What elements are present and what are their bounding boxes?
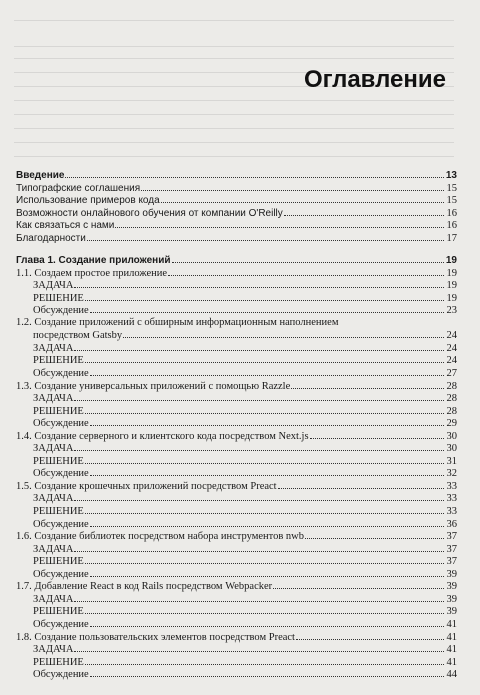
toc-entry	[16, 518, 457, 530]
toc-entry	[16, 442, 457, 454]
dot-leader	[90, 518, 444, 527]
toc-entry	[16, 405, 457, 417]
dot-leader	[85, 354, 444, 363]
toc-page-number: 15	[446, 195, 457, 206]
toc-entry	[16, 342, 457, 354]
dot-leader	[65, 169, 444, 178]
toc-entry	[16, 505, 457, 517]
toc-page-number: 15	[446, 182, 457, 194]
toc-entry-label: ЗАДАЧА	[33, 644, 74, 656]
toc-entry-label: Типографские соглашения	[16, 182, 141, 194]
dot-leader	[74, 342, 444, 351]
toc-entry	[16, 430, 457, 442]
toc-entry-label: Использование примеров кода	[16, 195, 160, 206]
toc-page-number: 16	[446, 207, 457, 219]
toc-page-number: 24	[446, 355, 457, 367]
toc-page-number: 33	[446, 493, 457, 505]
toc-page-number: 37	[446, 543, 457, 555]
toc-page-number: 24	[446, 342, 457, 354]
dot-leader	[161, 194, 444, 203]
toc-entry	[16, 329, 457, 341]
toc-entry	[16, 467, 457, 479]
toc-entry-label: Обсуждение	[33, 418, 89, 430]
toc-page-number: 28	[446, 380, 457, 392]
toc-entry	[16, 207, 457, 219]
toc-entry-label: 1.6. Создание библиотек посредством набора инструментов nwb	[16, 531, 304, 543]
toc-entry-label: ЗАДАЧА	[33, 493, 74, 505]
dot-leader	[278, 480, 444, 489]
toc-entry-label: Обсуждение	[33, 518, 89, 530]
toc-entry-label: 1.8. Создание пользовательских элементов посредством Preact	[16, 631, 295, 643]
toc-page-number: 39	[446, 568, 457, 580]
toc-page-number: 37	[446, 556, 457, 568]
toc-page-number: 41	[446, 631, 457, 643]
toc-page-number: 30	[446, 430, 457, 442]
toc-entry	[16, 530, 457, 542]
toc-entry-label: Обсуждение	[33, 669, 89, 681]
toc-page-number: 23	[446, 305, 457, 317]
toc-entry-label: РЕШЕНИЕ	[33, 355, 84, 367]
toc-entry-label: 1.5. Создание крошечных приложений посредством Preact	[16, 480, 277, 492]
toc-entry	[16, 367, 457, 379]
toc-entry	[16, 593, 457, 605]
toc-page-number: 19	[445, 255, 457, 266]
toc-entry	[16, 354, 457, 366]
toc-entry	[16, 169, 457, 181]
dot-leader	[90, 367, 444, 376]
dot-leader	[85, 555, 444, 564]
toc-entry	[16, 267, 457, 279]
toc-entry-label: Глава 1. Создание приложений	[16, 255, 171, 266]
toc-entry-label: 1.1. Создаем простое приложение	[16, 267, 168, 279]
toc-entry-label: Обсуждение	[33, 618, 89, 630]
dot-leader	[74, 492, 444, 501]
toc-page-number: 36	[446, 518, 457, 530]
dot-leader	[85, 405, 444, 414]
toc-entry	[16, 232, 457, 244]
dot-leader	[85, 455, 444, 464]
dot-leader	[291, 380, 444, 389]
toc-entry	[16, 380, 457, 392]
toc-entry-label: 1.3. Создание универсальных приложений с помощью Razzle	[16, 380, 291, 392]
toc-page-number: 39	[446, 593, 457, 605]
toc-page-number: 39	[446, 606, 457, 618]
dot-leader	[296, 631, 444, 640]
toc-page-number: 19	[446, 292, 457, 304]
dot-leader	[74, 643, 444, 652]
dot-leader	[74, 442, 444, 451]
toc-entry	[16, 417, 457, 429]
toc-entry	[16, 656, 457, 668]
toc-page-number: 33	[446, 506, 457, 517]
dot-leader	[90, 668, 444, 677]
dot-leader	[284, 207, 444, 216]
toc-page-number: 29	[446, 418, 457, 430]
dot-leader	[85, 292, 444, 301]
toc-entry-label: РЕШЕНИЕ	[33, 606, 84, 618]
toc-page-number: 33	[446, 480, 457, 492]
toc-page-number: 13	[445, 170, 457, 181]
toc-page-number: 41	[446, 618, 457, 630]
toc-entry-label: РЕШЕНИЕ	[33, 656, 84, 668]
toc-page-number: 39	[446, 581, 457, 593]
toc-entry-label: РЕШЕНИЕ	[33, 455, 84, 467]
toc-entry	[16, 668, 457, 680]
dot-leader	[123, 329, 444, 338]
toc-entry-label: Благодарности	[16, 232, 86, 244]
toc-entry-label: Введение	[16, 170, 65, 181]
toc-page-number: 28	[446, 405, 457, 417]
toc-entry	[16, 194, 457, 206]
toc-entry	[16, 279, 457, 291]
dot-leader	[115, 219, 444, 228]
toc-entry	[16, 631, 457, 643]
dot-leader	[74, 392, 444, 401]
toc-entry-label: Обсуждение	[33, 367, 89, 379]
toc-page-number: 19	[446, 280, 457, 292]
dot-leader	[85, 656, 444, 665]
dot-leader	[74, 593, 444, 602]
dot-leader	[87, 232, 444, 241]
toc-entry	[16, 304, 457, 316]
toc-entry-label: 1.4. Создание серверного и клиентского кода посредством Next.js	[16, 430, 309, 442]
toc-entry-label: Возможности онлайнового обучения от компании O'Reilly	[16, 207, 283, 219]
toc-entry	[16, 605, 457, 617]
dot-leader	[74, 543, 444, 552]
dot-leader	[90, 467, 444, 476]
toc-entry	[16, 182, 457, 194]
toc-entry-label: ЗАДАЧА	[33, 443, 74, 455]
dot-leader	[85, 505, 444, 514]
toc-entry-label: ЗАДАЧА	[33, 342, 74, 354]
toc-entry-label: ЗАДАЧА	[33, 280, 74, 292]
toc-entry-label: РЕШЕНИЕ	[33, 506, 84, 517]
toc-entry-label: посредством Gatsby	[33, 330, 123, 342]
dot-leader	[172, 254, 444, 263]
toc-entry	[16, 292, 457, 304]
toc-entry	[16, 492, 457, 504]
toc-entry	[16, 480, 457, 492]
toc-entry-label: ЗАДАЧА	[33, 393, 74, 405]
toc-page-number: 41	[446, 644, 457, 656]
toc-page-number: 17	[446, 232, 457, 244]
toc-entry	[16, 254, 457, 266]
toc-page-number: 16	[446, 220, 457, 231]
dot-leader	[273, 580, 444, 589]
toc-entry-label: РЕШЕНИЕ	[33, 405, 84, 417]
toc-entry-label: Обсуждение	[33, 305, 89, 317]
toc-entry	[16, 317, 457, 329]
toc-entry-label: РЕШЕНИЕ	[33, 556, 84, 568]
toc-entry	[16, 580, 457, 592]
toc-entry	[16, 618, 457, 630]
dot-leader	[74, 279, 444, 288]
toc-entry	[16, 455, 457, 467]
dot-leader	[141, 182, 444, 191]
toc-page-number: 41	[446, 656, 457, 668]
toc-entry-label: Как связаться с нами	[16, 220, 115, 231]
toc-page-number: 30	[446, 443, 457, 455]
dot-leader	[85, 605, 444, 614]
toc-entry-label: 1.2. Создание приложений с обширным информационным наполнением	[16, 316, 339, 328]
dot-leader	[168, 267, 444, 276]
dot-leader	[90, 417, 444, 426]
toc-page-number: 19	[446, 267, 457, 279]
toc-page-number: 37	[446, 531, 457, 543]
toc-entry-label: ЗАДАЧА	[33, 543, 74, 555]
dot-leader	[90, 568, 444, 577]
dot-leader	[90, 304, 444, 313]
toc-entry	[16, 219, 457, 231]
dot-leader	[90, 618, 444, 627]
dot-leader	[305, 530, 444, 539]
toc-entry-label: ЗАДАЧА	[33, 593, 74, 605]
toc-entry-label: 1.7. Добавление React в код Rails посредством Webpacker	[16, 581, 273, 593]
page-title: Оглавление	[304, 66, 446, 93]
toc-entry	[16, 555, 457, 567]
toc-page-number: 31	[446, 455, 457, 467]
toc-entry	[16, 643, 457, 655]
toc-page-number: 27	[446, 367, 457, 379]
toc-entry	[16, 568, 457, 580]
toc-page-number: 24	[446, 330, 457, 342]
toc-entry	[16, 392, 457, 404]
toc-entry-label: Обсуждение	[33, 468, 89, 480]
dot-leader	[310, 430, 444, 439]
toc-page-number: 28	[446, 393, 457, 405]
toc-entry-label: РЕШЕНИЕ	[33, 292, 84, 304]
toc-page-number: 32	[446, 468, 457, 480]
toc-page-number: 44	[446, 669, 457, 681]
toc-entry	[16, 543, 457, 555]
toc-entry-label: Обсуждение	[33, 568, 89, 580]
